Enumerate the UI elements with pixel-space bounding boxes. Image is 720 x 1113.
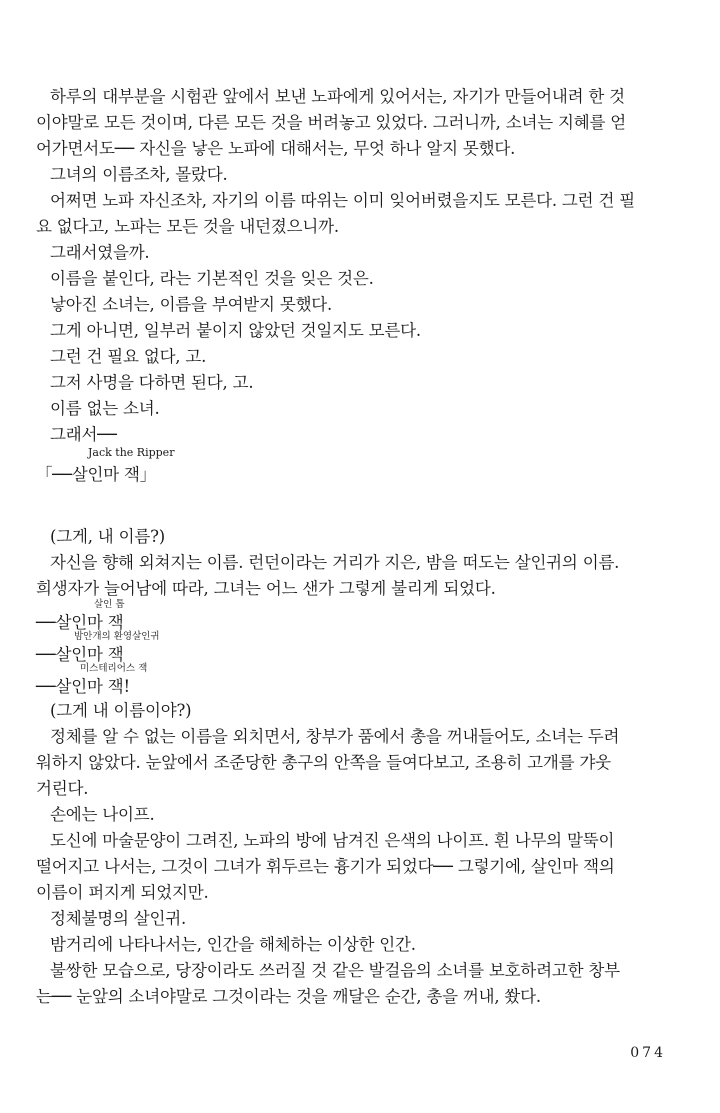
call-text: ──살인마 잭 (36, 645, 124, 664)
ruby-annotation: 살인 톱 (94, 599, 125, 610)
text-line: 희생자가 늘어남에 따라, 그녀는 어느 샌가 그렇게 불리게 되었다. (36, 579, 496, 598)
text-line: 는── 눈앞의 소녀야말로 그것이라는 것을 깨달은 순간, 총을 꺼내, 쐈다. (36, 987, 541, 1006)
text-line: 불쌍한 모습으로, 당장이라도 쓰러질 것 같은 발걸음의 소녀를 보호하려고한 창부 (50, 961, 620, 980)
text-line: 낳아진 소녀는, 이름을 부여받지 못했다. (50, 295, 333, 314)
text-line: 그런 건 필요 없다, 고. (50, 347, 207, 366)
text-line: (그게 내 이름이야?) (50, 701, 192, 720)
text-line: 이름이 퍼지게 되었지만. (36, 883, 209, 902)
page-number: 074 (630, 1045, 666, 1061)
jack-line (36, 448, 686, 488)
ruby-annotation: Jack the Ripper (88, 446, 175, 459)
text-line: 손에는 나이프. (50, 805, 155, 824)
call-line (36, 631, 686, 666)
text-line: 떨어지고 나서는, 그것이 그녀가 휘두르는 흉기가 되었다── 그렇기에, 살인마 잭의 (36, 857, 615, 876)
text-line: 요 없다고, 노파는 모든 것을 내던졌으니까. (36, 217, 339, 236)
text-line: 이름 없는 소녀. (50, 399, 160, 418)
call-text: ──살인마 잭 (36, 613, 124, 632)
ruby-annotation: 밤안개의 환영살인귀 (74, 631, 160, 642)
text-line: 이름을 붙인다, 라는 기본적인 것을 잊은 것은. (50, 269, 374, 288)
text-line: 자신을 향해 외쳐지는 이름. 런던이라는 거리가 지은, 밤을 떠도는 살인귀의 이름. (50, 553, 620, 572)
jack-text: 「──살인마 잭」 (36, 465, 157, 484)
text-line: 워하지 않았다. 눈앞에서 조준당한 총구의 안쪽을 들여다보고, 조용히 고개를 갸웃 (36, 753, 611, 772)
text-line: 거린다. (36, 779, 89, 798)
text-line: 어쩌면 노파 자신조차, 자기의 이름 따위는 이미 잊어버렸을지도 모른다. 그런 건 필 (50, 191, 635, 210)
text-line: 도신에 마술문양이 그려진, 노파의 방에 남겨진 은색의 나이프. 흰 나무의 말뚝이 (50, 831, 615, 850)
body-text (36, 84, 686, 1010)
call-line (36, 663, 686, 698)
text-line: 그게 아니면, 일부러 붙이지 않았던 것일지도 모른다. (50, 321, 421, 340)
text-line: 정체불명의 살인귀. (50, 909, 187, 928)
text-line: 그저 사명을 다하면 된다, 고. (50, 373, 254, 392)
text-line: 이야말로 모든 것이며, 다른 모든 것을 버려놓고 있었다. 그러니까, 소녀는 지혜를 얻 (36, 113, 627, 132)
text-line: 어가면서도── 자신을 낳은 노파에 대해서는, 무엇 하나 알지 못했다. (36, 139, 516, 158)
call-line (36, 599, 686, 634)
text-line: 그녀의 이름조차, 몰랐다. (50, 165, 228, 184)
text-line: 그래서── (50, 425, 117, 444)
text-line: (그게, 내 이름?) (50, 527, 165, 546)
call-text: ──살인마 잭! (36, 677, 130, 696)
text-line: 밤거리에 나타나서는, 인간을 해체하는 이상한 인간. (50, 935, 416, 954)
ruby-annotation: 미스테리어스 잭 (80, 663, 148, 674)
text-line: 정체를 알 수 없는 이름을 외치면서, 창부가 품에서 총을 꺼내들어도, 소녀는 두려 (50, 727, 620, 746)
blank-space (36, 488, 686, 524)
text-line: 그래서였을까. (50, 243, 150, 262)
text-line: 하루의 대부분을 시험관 앞에서 보낸 노파에게 있어서는, 자기가 만들어내려 한 것 (50, 87, 625, 106)
